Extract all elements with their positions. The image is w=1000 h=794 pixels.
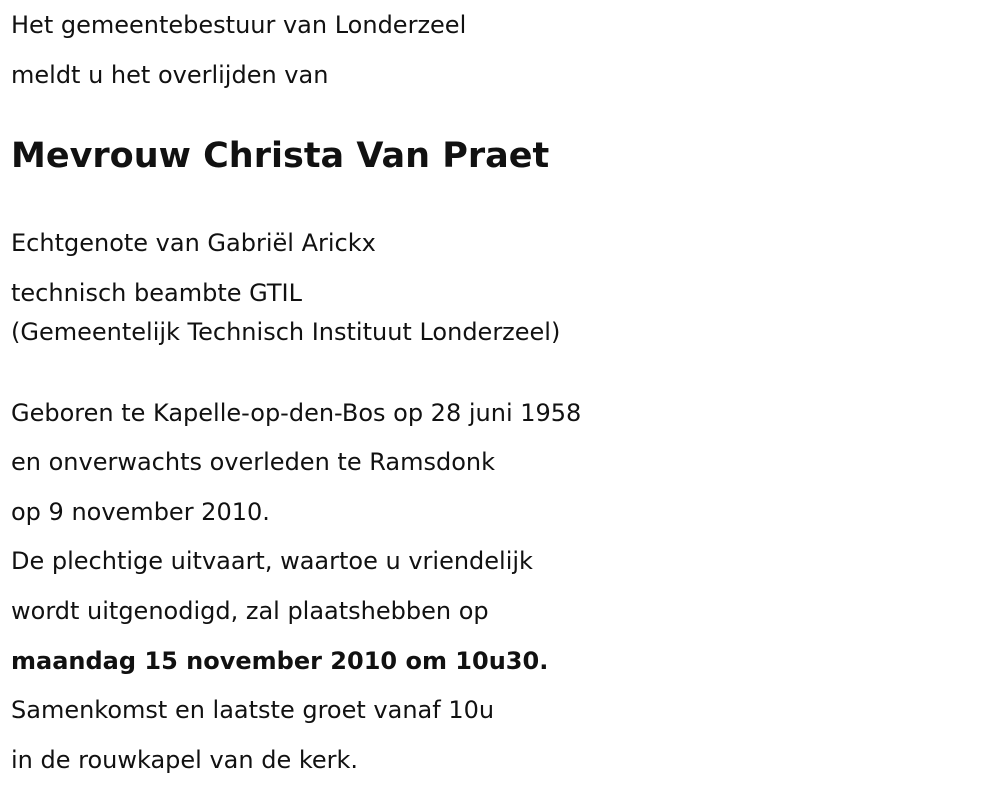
funeral-line-1: De plechtige uitvaart, waartoe u vriendelijk xyxy=(11,547,533,575)
funeral-line-2: wordt uitgenodigd, zal plaatshebben op xyxy=(11,597,489,625)
death-line-2: op 9 november 2010. xyxy=(11,498,270,526)
intro-line-2: meldt u het overlijden van xyxy=(11,61,329,89)
spouse-line: Echtgenote van Gabriël Arickx xyxy=(11,229,376,257)
intro-line-1: Het gemeentebestuur van Londerzeel xyxy=(11,11,467,39)
funeral-datetime: maandag 15 november 2010 om 10u30. xyxy=(11,647,549,675)
gathering-line-2: in de rouwkapel van de kerk. xyxy=(11,746,359,774)
birth-line: Geboren te Kapelle-op-den-Bos op 28 juni 1958 xyxy=(11,399,582,427)
gathering-line-1: Samenkomst en laatste groet vanaf 10u xyxy=(11,696,495,724)
function-line-1: technisch beambte GTIL xyxy=(11,279,302,307)
death-line-1: en onverwachts overleden te Ramsdonk xyxy=(11,448,495,476)
function-line-2: (Gemeentelijk Technisch Instituut Londerzeel) xyxy=(11,318,561,346)
deceased-name: Mevrouw Christa Van Praet xyxy=(11,136,550,176)
